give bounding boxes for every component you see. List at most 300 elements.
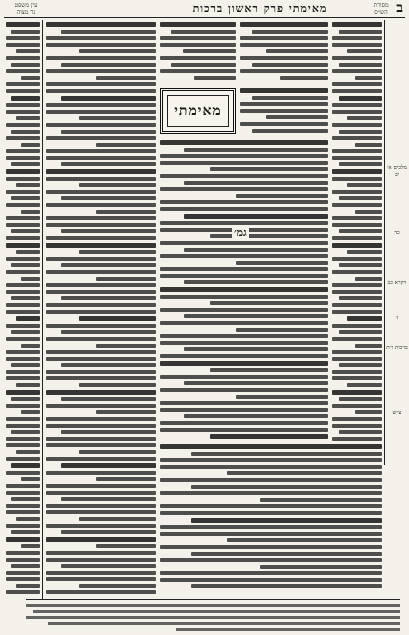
text-line xyxy=(240,88,328,93)
text-line xyxy=(332,203,382,207)
ein-mishpat-label: עין משפט נר מצוה xyxy=(14,2,38,16)
text-line xyxy=(332,236,382,240)
text-line xyxy=(46,577,156,581)
text-line xyxy=(171,63,236,67)
text-line xyxy=(46,177,156,181)
text-line xyxy=(46,357,156,361)
text-line xyxy=(332,136,382,140)
text-line xyxy=(46,69,156,73)
gemara-top-right xyxy=(240,22,328,84)
text-line xyxy=(6,149,40,153)
margin-reference: ז׳ xyxy=(395,315,399,321)
text-line xyxy=(332,303,382,307)
text-line xyxy=(6,457,40,461)
text-line xyxy=(266,49,328,53)
text-line xyxy=(6,136,40,140)
text-line xyxy=(160,187,328,191)
text-line xyxy=(21,76,40,80)
text-line xyxy=(355,410,383,414)
text-line xyxy=(160,254,328,258)
text-line xyxy=(339,330,382,334)
text-line xyxy=(46,89,156,93)
gemara-marker: גמ׳ xyxy=(234,226,247,239)
text-line xyxy=(347,383,382,387)
text-line xyxy=(61,263,156,267)
text-line xyxy=(332,283,382,287)
text-line xyxy=(160,571,382,575)
text-line xyxy=(6,370,40,374)
text-line xyxy=(332,357,382,361)
text-line xyxy=(160,334,328,338)
text-line xyxy=(210,167,328,171)
text-line xyxy=(332,337,382,341)
text-line xyxy=(6,103,40,107)
text-line xyxy=(46,537,156,542)
text-line xyxy=(332,223,382,227)
text-line xyxy=(6,82,40,86)
text-line xyxy=(160,578,382,582)
text-line xyxy=(11,196,40,200)
text-line xyxy=(160,504,382,508)
text-line xyxy=(252,30,328,34)
text-line xyxy=(46,303,156,307)
text-line xyxy=(160,207,328,211)
text-line xyxy=(332,243,382,248)
text-line xyxy=(96,210,157,214)
text-line xyxy=(46,376,156,380)
text-line xyxy=(61,30,156,34)
text-line xyxy=(61,296,156,300)
text-line xyxy=(6,236,40,240)
text-line xyxy=(46,350,156,354)
text-line xyxy=(46,243,156,248)
text-line xyxy=(236,261,328,265)
text-line xyxy=(171,30,236,34)
text-line xyxy=(6,558,40,562)
text-line xyxy=(6,376,40,380)
text-line xyxy=(6,577,40,581)
text-line xyxy=(61,196,156,200)
left-margin-rule xyxy=(42,20,43,600)
text-line xyxy=(332,376,382,380)
text-line xyxy=(46,424,156,428)
text-line xyxy=(46,571,156,575)
text-line xyxy=(6,337,40,341)
text-line xyxy=(160,511,382,515)
text-line xyxy=(160,444,382,449)
margin-reference: כד xyxy=(394,230,400,236)
text-line xyxy=(332,290,382,294)
margin-reference: ויקרא כב xyxy=(387,280,407,286)
text-line xyxy=(11,330,40,334)
text-line xyxy=(160,274,328,278)
text-line xyxy=(160,321,328,325)
text-line xyxy=(6,89,40,93)
text-line xyxy=(16,183,40,187)
text-line xyxy=(21,410,40,414)
text-line xyxy=(16,49,40,53)
masoret-hashas-label: מסורת הש״ס xyxy=(373,2,389,16)
text-line xyxy=(355,143,383,147)
text-line xyxy=(194,76,236,80)
text-line xyxy=(160,287,328,292)
text-line xyxy=(332,437,382,441)
text-line xyxy=(160,361,328,366)
text-line xyxy=(21,143,40,147)
text-line xyxy=(160,491,382,495)
text-line xyxy=(96,544,157,548)
text-line xyxy=(6,417,40,421)
text-line xyxy=(46,223,156,227)
text-line xyxy=(184,248,328,252)
text-line xyxy=(21,344,40,348)
text-line xyxy=(61,130,156,134)
tosafot-column xyxy=(46,22,156,597)
text-line xyxy=(6,551,40,555)
text-line xyxy=(236,328,328,332)
text-line xyxy=(11,130,40,134)
text-line xyxy=(96,143,157,147)
text-line xyxy=(6,190,40,194)
text-line xyxy=(332,324,382,328)
text-line xyxy=(11,229,40,233)
text-line xyxy=(184,381,328,385)
text-line xyxy=(240,69,328,73)
text-line xyxy=(46,484,156,488)
text-line xyxy=(332,36,382,40)
text-line xyxy=(6,56,40,60)
text-line xyxy=(46,558,156,562)
text-line xyxy=(6,437,40,441)
text-line xyxy=(46,471,156,475)
text-line xyxy=(160,174,328,178)
text-line xyxy=(339,363,382,367)
text-line xyxy=(160,200,328,204)
text-line xyxy=(160,36,236,40)
text-line xyxy=(332,370,382,374)
gemara-main-text xyxy=(160,140,328,440)
text-line xyxy=(61,497,156,501)
text-line xyxy=(11,430,40,434)
text-line xyxy=(339,229,382,233)
text-line xyxy=(61,162,156,166)
text-line xyxy=(210,434,328,439)
text-line xyxy=(160,267,328,271)
text-line xyxy=(16,517,40,521)
text-line xyxy=(355,344,383,348)
text-line xyxy=(160,241,328,245)
text-line xyxy=(339,430,382,434)
text-line xyxy=(160,428,328,432)
text-line xyxy=(339,130,382,134)
margin-reference: ברכות ו״ת xyxy=(386,345,408,351)
commentary-bottom xyxy=(160,444,382,592)
text-line xyxy=(46,324,156,328)
text-line xyxy=(79,584,156,588)
text-line xyxy=(160,401,328,405)
text-line xyxy=(6,156,40,160)
text-line xyxy=(16,250,40,254)
text-line xyxy=(240,22,328,27)
text-line xyxy=(160,421,328,425)
text-line xyxy=(252,96,328,100)
text-line xyxy=(96,277,157,281)
text-line xyxy=(46,103,156,107)
text-line xyxy=(46,203,156,207)
text-line xyxy=(332,89,382,93)
text-line xyxy=(46,390,156,395)
text-line xyxy=(332,169,382,174)
text-line xyxy=(6,216,40,220)
header-rule xyxy=(4,17,405,18)
text-line xyxy=(6,491,40,495)
text-line xyxy=(79,517,156,521)
text-line xyxy=(332,424,382,428)
text-line xyxy=(46,36,156,40)
text-line xyxy=(61,564,156,568)
text-line xyxy=(46,337,156,341)
text-line xyxy=(79,116,156,120)
text-line xyxy=(46,504,156,508)
text-line xyxy=(355,210,383,214)
text-line xyxy=(184,347,328,351)
text-line xyxy=(184,214,328,219)
text-line xyxy=(46,283,156,287)
text-line xyxy=(46,123,156,127)
text-line xyxy=(6,571,40,575)
text-line xyxy=(266,115,328,119)
text-line xyxy=(332,310,382,314)
text-line xyxy=(46,270,156,274)
text-line xyxy=(11,397,40,401)
text-line xyxy=(332,390,382,395)
text-line xyxy=(11,296,40,300)
text-line xyxy=(184,280,328,284)
text-line xyxy=(191,485,382,489)
text-line xyxy=(6,110,40,114)
text-line xyxy=(184,148,328,152)
text-line xyxy=(332,56,382,60)
text-line xyxy=(46,590,156,594)
margin-reference: ע״ש xyxy=(392,410,402,416)
text-line xyxy=(11,96,40,101)
opening-word: מאימתי xyxy=(174,102,222,119)
text-line xyxy=(46,457,156,461)
text-line xyxy=(347,183,382,187)
text-line xyxy=(46,110,156,114)
text-line xyxy=(6,69,40,73)
text-line xyxy=(46,524,156,528)
text-line xyxy=(347,116,382,120)
text-line xyxy=(61,63,156,67)
text-line xyxy=(79,250,156,254)
text-line xyxy=(46,491,156,495)
page-number: ב xyxy=(396,0,403,16)
text-line xyxy=(46,443,156,447)
text-line xyxy=(339,397,382,401)
text-line xyxy=(11,564,40,568)
text-line xyxy=(46,136,156,140)
text-line xyxy=(332,103,382,107)
text-line xyxy=(16,383,40,387)
text-line xyxy=(6,424,40,428)
gemara-beside-frame xyxy=(240,88,328,138)
text-line xyxy=(46,156,156,160)
text-line xyxy=(46,236,156,240)
footer-rule xyxy=(26,599,400,600)
text-line xyxy=(6,524,40,528)
text-line xyxy=(46,216,156,220)
text-line xyxy=(240,122,328,126)
text-line xyxy=(6,257,40,261)
text-line xyxy=(61,330,156,334)
text-line xyxy=(160,465,382,469)
text-line xyxy=(6,390,40,395)
opening-word-frame xyxy=(160,88,236,134)
text-line xyxy=(6,510,40,514)
text-line xyxy=(160,43,236,47)
text-line xyxy=(339,263,382,267)
text-line xyxy=(332,82,382,86)
text-line xyxy=(61,96,156,101)
text-line xyxy=(11,30,40,34)
text-line xyxy=(16,450,40,454)
text-line xyxy=(11,530,40,534)
text-line xyxy=(210,301,328,305)
text-line xyxy=(96,410,157,414)
text-line xyxy=(332,22,382,27)
text-line xyxy=(6,590,40,594)
text-line xyxy=(332,270,382,274)
text-line xyxy=(160,478,382,482)
text-line xyxy=(46,510,156,514)
text-line xyxy=(332,110,382,114)
text-line xyxy=(260,565,382,569)
text-line xyxy=(46,190,156,194)
text-line xyxy=(252,63,328,67)
text-line xyxy=(16,584,40,588)
text-line xyxy=(160,532,382,536)
text-line xyxy=(347,316,382,321)
text-line xyxy=(46,404,156,408)
text-line xyxy=(61,229,156,233)
text-line xyxy=(6,357,40,361)
text-line xyxy=(79,49,156,53)
text-line xyxy=(96,76,157,80)
text-line xyxy=(160,56,236,60)
text-line xyxy=(46,56,156,60)
text-line xyxy=(339,96,382,101)
text-line xyxy=(79,383,156,387)
text-line xyxy=(260,498,382,502)
text-line xyxy=(6,350,40,354)
text-line xyxy=(339,162,382,166)
text-line xyxy=(160,140,328,145)
text-line xyxy=(11,263,40,267)
text-line xyxy=(6,43,40,47)
text-line xyxy=(6,123,40,127)
text-line xyxy=(61,463,156,468)
text-line xyxy=(339,196,382,200)
text-line xyxy=(6,303,40,307)
text-line xyxy=(11,363,40,367)
text-line xyxy=(46,43,156,47)
text-line xyxy=(21,477,40,481)
text-line xyxy=(332,190,382,194)
text-line xyxy=(240,36,328,40)
text-line xyxy=(6,471,40,475)
text-line xyxy=(6,223,40,227)
text-line xyxy=(191,552,382,556)
text-line xyxy=(96,344,157,348)
text-line xyxy=(240,109,328,113)
text-line xyxy=(160,308,328,312)
text-line xyxy=(61,363,156,367)
text-line xyxy=(339,63,382,67)
text-line xyxy=(160,22,236,27)
text-line xyxy=(210,368,328,372)
text-line xyxy=(160,221,328,225)
text-line xyxy=(11,63,40,67)
text-line xyxy=(6,36,40,40)
text-line xyxy=(46,417,156,421)
text-line xyxy=(240,102,328,106)
text-line xyxy=(227,538,382,542)
text-line xyxy=(339,296,382,300)
text-line xyxy=(227,471,382,475)
text-line xyxy=(61,430,156,434)
text-line xyxy=(160,154,328,158)
text-line xyxy=(191,584,382,588)
text-line xyxy=(6,290,40,294)
text-line xyxy=(46,82,156,86)
text-line xyxy=(46,370,156,374)
rashi-column xyxy=(332,22,382,442)
text-line xyxy=(6,537,40,542)
text-line xyxy=(160,69,236,73)
text-line xyxy=(46,290,156,294)
text-line xyxy=(21,210,40,214)
text-line xyxy=(160,458,382,462)
footer-notes xyxy=(26,604,400,634)
text-line xyxy=(236,395,328,399)
text-line xyxy=(332,177,382,181)
text-line xyxy=(210,234,328,238)
text-line xyxy=(252,129,328,133)
text-line xyxy=(240,43,328,47)
text-line xyxy=(160,354,328,358)
text-line xyxy=(332,149,382,153)
text-line xyxy=(191,452,382,456)
text-line xyxy=(6,243,40,248)
text-line xyxy=(184,414,328,418)
text-line xyxy=(355,76,383,80)
text-line xyxy=(160,545,382,549)
text-line xyxy=(61,397,156,401)
text-line xyxy=(96,477,157,481)
text-line xyxy=(160,525,382,529)
text-line xyxy=(21,277,40,281)
text-line xyxy=(79,450,156,454)
text-line xyxy=(46,437,156,441)
text-line xyxy=(236,194,328,198)
right-margin-rule xyxy=(384,20,385,465)
text-line xyxy=(11,463,40,468)
text-line xyxy=(332,123,382,127)
text-line xyxy=(6,177,40,181)
text-line xyxy=(6,484,40,488)
text-line xyxy=(184,314,328,318)
